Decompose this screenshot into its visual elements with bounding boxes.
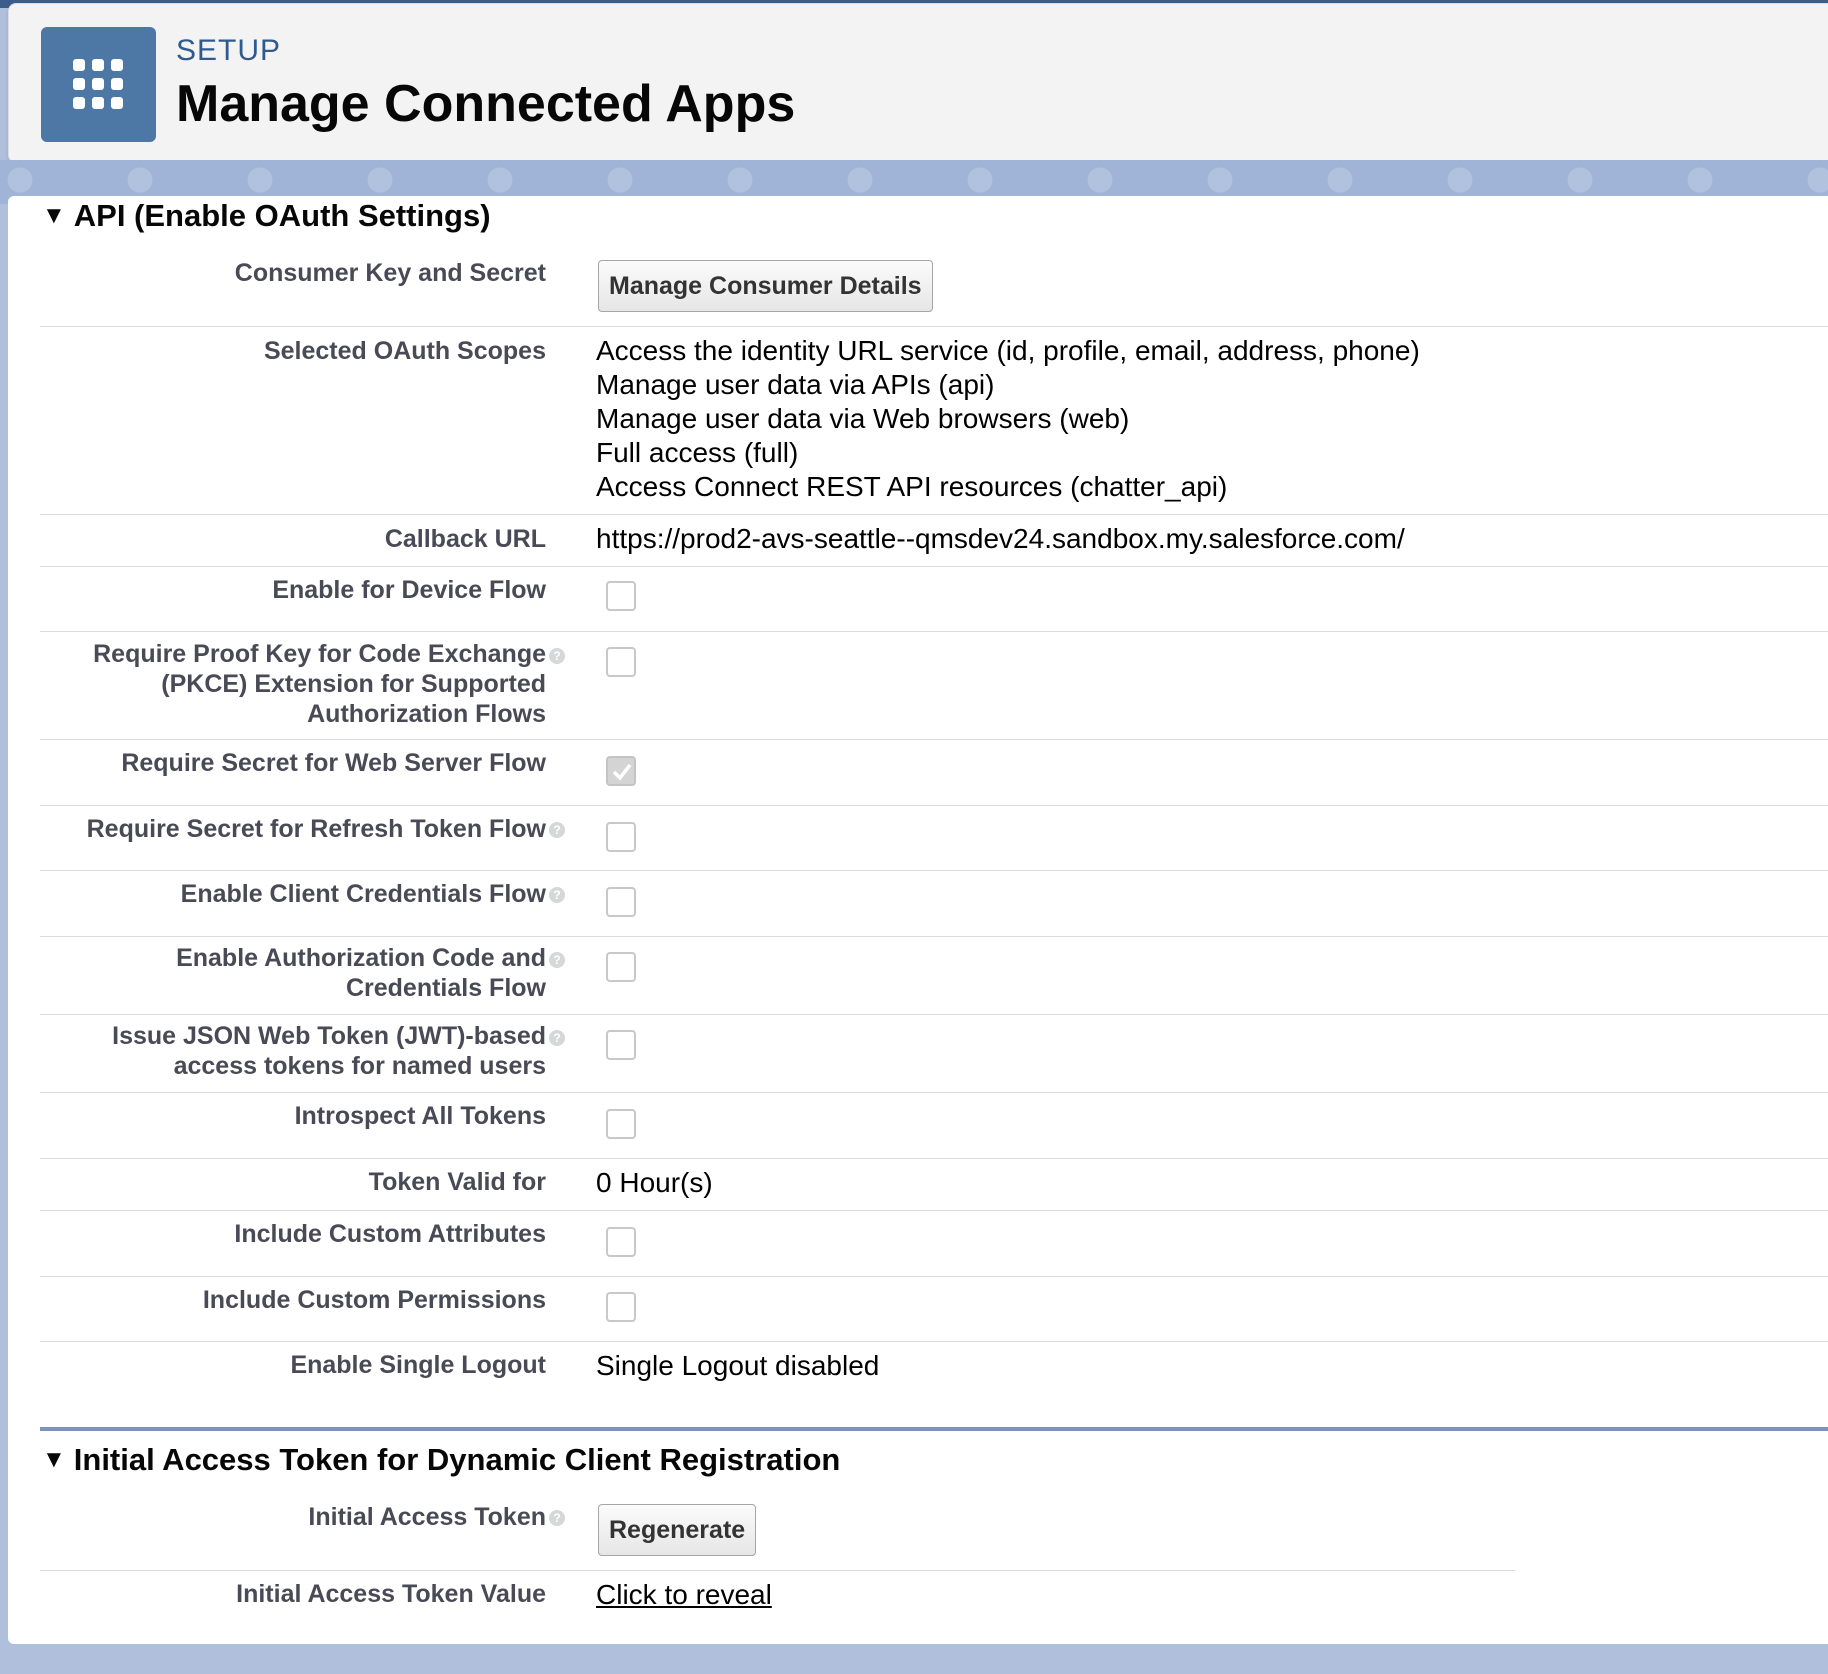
scope-item: Manage user data via APIs (api) (596, 369, 995, 400)
help-icon[interactable]: ? (549, 822, 565, 838)
oauth-section-title: API (Enable OAuth Settings) (73, 198, 491, 233)
scope-item: Access the identity URL service (id, profile, email, address, phone) (596, 335, 1420, 366)
row-client-credentials (40, 870, 1828, 937)
row-token-valid (40, 1158, 1828, 1211)
token-section-title: Initial Access Token for Dynamic Client Registration (73, 1442, 841, 1477)
pkce-label (40, 639, 546, 729)
row-oauth-scopes (40, 326, 1828, 515)
device-flow-label: Enable for Device Flow (272, 576, 546, 604)
help-icon[interactable]: ? (549, 648, 565, 664)
custom-permissions-label: Include Custom Permissions (202, 1286, 546, 1314)
secret-web-label: Require Secret for Web Server Flow (121, 749, 546, 777)
oauth-scopes-label: Selected OAuth Scopes (263, 337, 546, 365)
custom-attributes-label: Include Custom Attributes (234, 1220, 546, 1248)
scope-item: Manage user data via Web browsers (web) (596, 403, 1130, 434)
client-credentials-checkbox[interactable] (606, 887, 636, 917)
row-auth-code (40, 936, 1828, 1015)
row-introspect (40, 1092, 1828, 1159)
scope-item: Full access (full) (596, 437, 799, 468)
secret-refresh-label: Require Secret for Refresh Token Flow (86, 815, 546, 843)
row-callback-url (40, 514, 1828, 567)
regenerate-button[interactable]: Regenerate (598, 1504, 756, 1556)
auth-code-label-line: Enable Authorization Code and (176, 944, 546, 972)
setup-label: SETUP (176, 34, 282, 67)
app-grid-icon (41, 27, 156, 142)
help-icon[interactable]: ? (549, 952, 565, 968)
checkmark-icon (611, 761, 633, 783)
click-to-reveal-link[interactable]: Click to reveal (596, 1579, 772, 1610)
pkce-label-line: Authorization Flows (307, 700, 546, 728)
pkce-checkbox[interactable] (606, 647, 636, 677)
token-valid-label: Token Valid for (368, 1168, 546, 1196)
custom-attributes-checkbox[interactable] (606, 1227, 636, 1257)
row-token-value (40, 1570, 1828, 1630)
help-icon[interactable]: ? (549, 1510, 565, 1526)
jwt-label-line: access tokens for named users (173, 1052, 546, 1080)
page-title: Manage Connected Apps (176, 75, 796, 133)
introspect-label: Introspect All Tokens (294, 1102, 546, 1130)
row-secret-refresh (40, 805, 1828, 871)
collapse-triangle-icon[interactable]: ▼ (42, 1446, 66, 1473)
row-jwt (40, 1014, 1828, 1093)
row-secret-web (40, 739, 1828, 806)
jwt-checkbox[interactable] (606, 1030, 636, 1060)
scope-item: Access Connect REST API resources (chatter_api) (596, 471, 1228, 502)
initial-token-label: Initial Access Token (308, 1503, 546, 1531)
row-device-flow (40, 566, 1828, 632)
row-pkce (40, 631, 1828, 740)
page-header (8, 3, 1828, 163)
row-initial-token (40, 1492, 1515, 1571)
single-logout-label: Enable Single Logout (290, 1351, 546, 1379)
secret-web-checkbox[interactable] (606, 756, 636, 786)
auth-code-label-line: Credentials Flow (345, 974, 546, 1002)
manage-consumer-details-button[interactable]: Manage Consumer Details (598, 260, 933, 312)
client-credentials-label: Enable Client Credentials Flow (180, 880, 546, 908)
consumer-key-label: Consumer Key and Secret (234, 259, 546, 287)
auth-code-checkbox[interactable] (606, 952, 636, 982)
jwt-label-line: Issue JSON Web Token (JWT)-based (112, 1022, 546, 1050)
collapse-triangle-icon[interactable]: ▼ (42, 202, 66, 229)
oauth-scopes-list (596, 334, 1420, 504)
device-flow-checkbox[interactable] (606, 581, 636, 611)
token-valid-value: 0 Hour(s) (596, 1167, 713, 1198)
row-custom-attributes (40, 1210, 1828, 1277)
auth-code-label (40, 943, 546, 1003)
row-consumer-key (40, 248, 1828, 327)
single-logout-value: Single Logout disabled (596, 1350, 880, 1381)
help-icon[interactable]: ? (549, 887, 565, 903)
custom-permissions-checkbox[interactable] (606, 1292, 636, 1322)
pkce-label-line: Require Proof Key for Code Exchange (93, 640, 546, 668)
token-section-header[interactable] (42, 1442, 840, 1478)
section-divider (40, 1427, 1828, 1431)
row-custom-permissions (40, 1276, 1828, 1342)
pkce-label-line: (PKCE) Extension for Supported (161, 670, 546, 698)
callback-url-value: https://prod2-avs-seattle--qmsdev24.sandbox.my.salesforce.com/ (596, 523, 1405, 554)
callback-url-label: Callback URL (384, 525, 546, 553)
introspect-checkbox[interactable] (606, 1109, 636, 1139)
bottom-strip (0, 1644, 1828, 1674)
row-single-logout (40, 1341, 1828, 1401)
token-value-label: Initial Access Token Value (236, 1580, 546, 1608)
jwt-label (40, 1021, 546, 1081)
secret-refresh-checkbox[interactable] (606, 822, 636, 852)
help-icon[interactable]: ? (549, 1030, 565, 1046)
oauth-section-header[interactable] (42, 198, 491, 234)
